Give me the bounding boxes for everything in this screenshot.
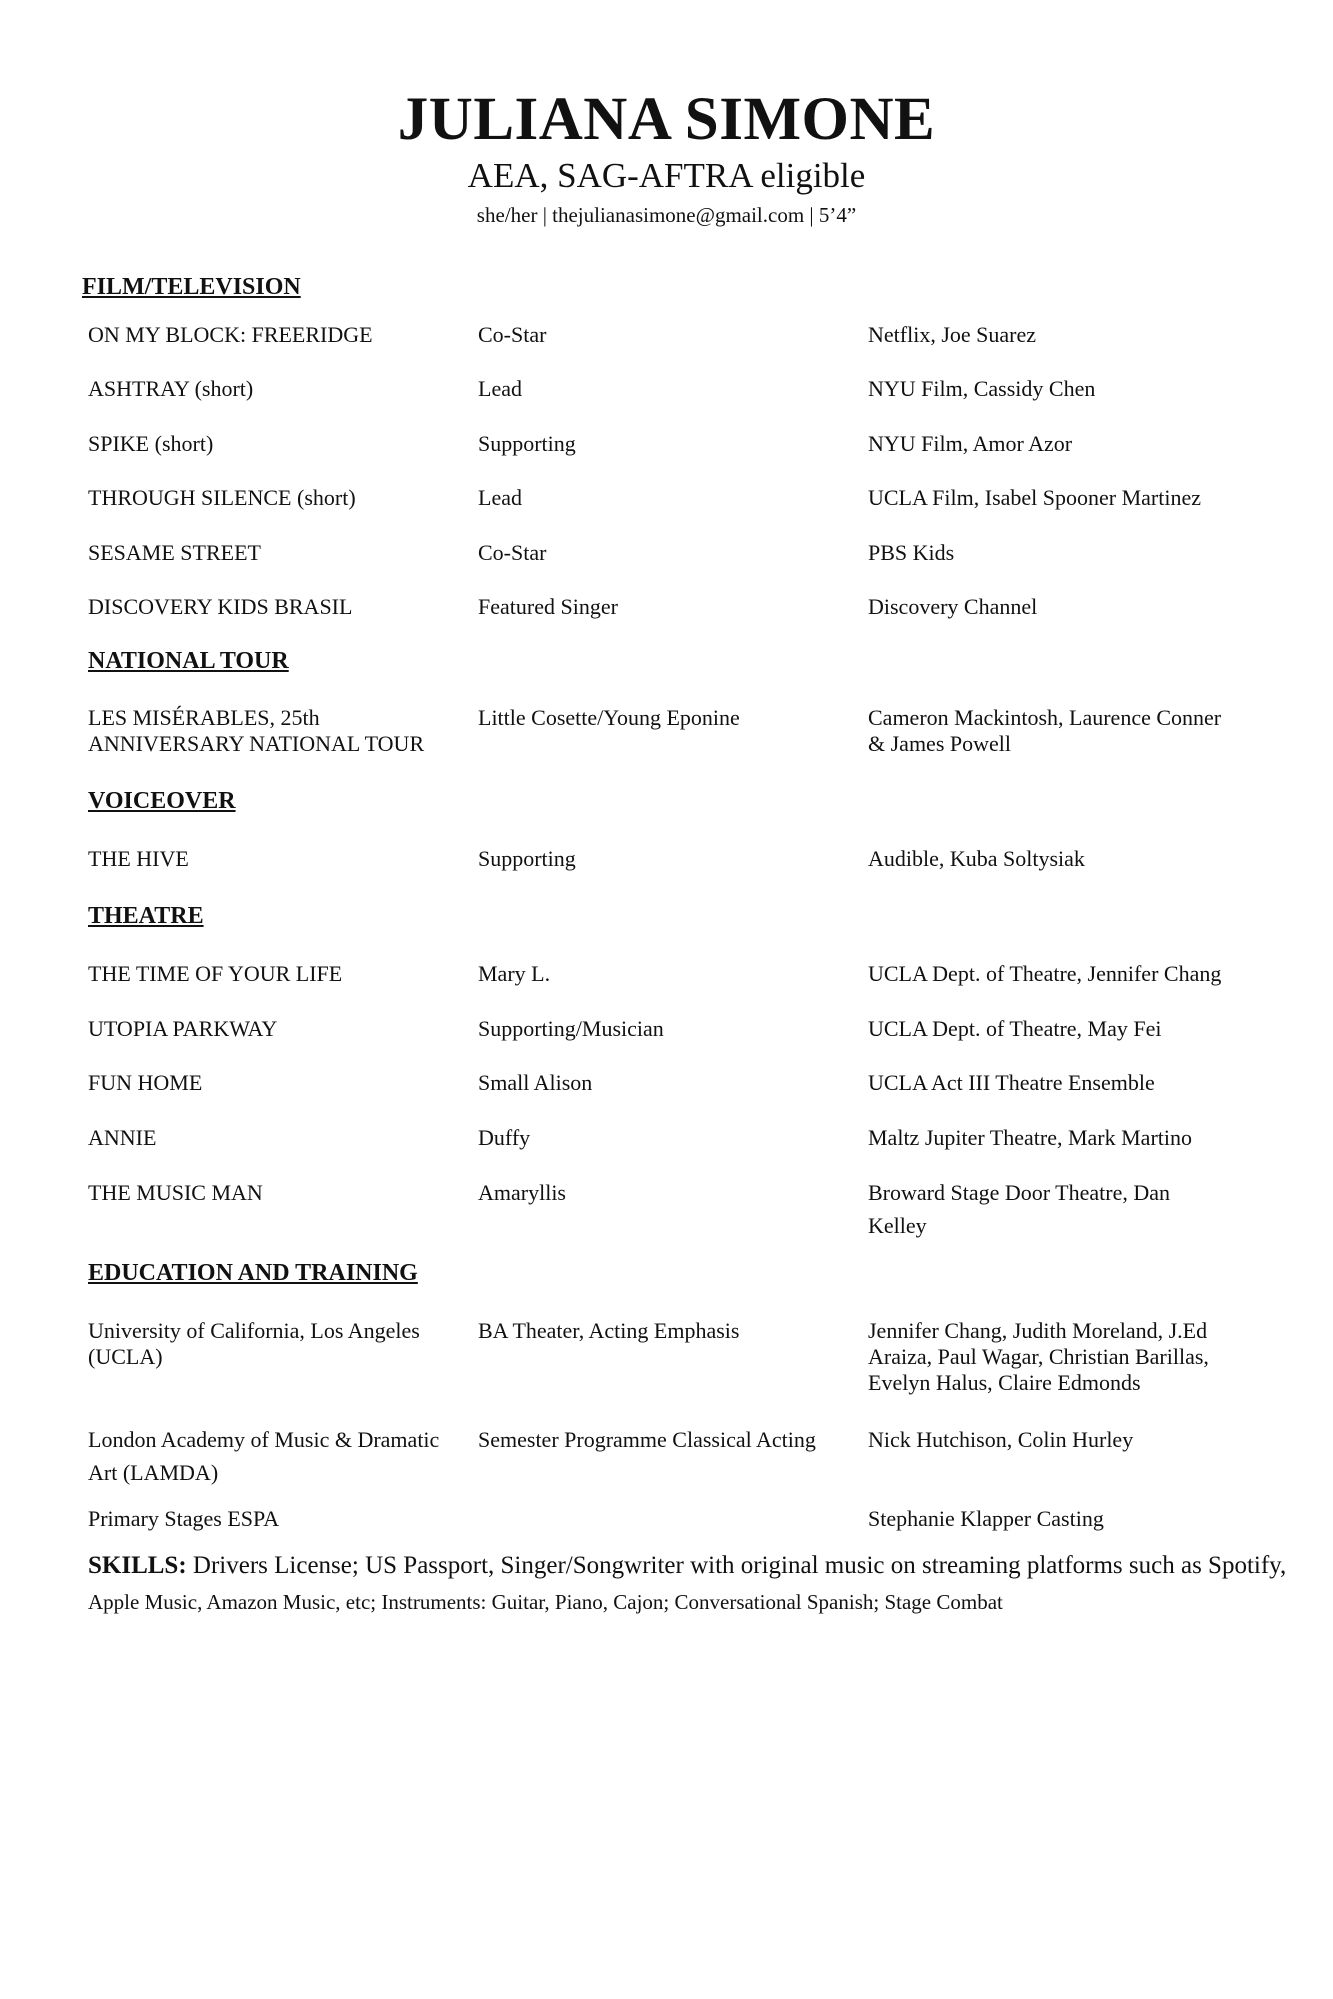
school: [88, 1423, 468, 1489]
resume-header: [0, 86, 1333, 230]
credit: UCLA Dept. of Theatre, Jennifer Chang: [868, 961, 1222, 986]
role: Lead: [478, 376, 522, 401]
project-title: [88, 705, 468, 757]
project-title-line: LES MISÉRABLES, 25th: [88, 705, 320, 730]
contact-line: she/her | thejulianasimone@gmail.com | 5’4”: [476, 203, 857, 227]
credit: NYU Film, Cassidy Chen: [868, 376, 1096, 401]
credit: PBS Kids: [868, 540, 955, 565]
section-title-theatre: THEATRE: [88, 903, 204, 929]
instructors-line: Araiza, Paul Wagar, Christian Barillas,: [868, 1344, 1209, 1369]
section-title-national-tour: NATIONAL TOUR: [88, 648, 289, 674]
role: Little Cosette/Young Eponine: [478, 705, 740, 730]
program: Semester Programme Classical Acting: [478, 1427, 816, 1452]
credit-line: Kelley: [868, 1213, 927, 1238]
section-title-film: FILM/TELEVISION: [82, 274, 301, 300]
instructors: [868, 1318, 1333, 1396]
role: Duffy: [478, 1125, 531, 1150]
credit-line: Cameron Mackintosh, Laurence Conner: [868, 705, 1222, 730]
skills-label: SKILLS:: [88, 1552, 187, 1579]
school: Primary Stages ESPA: [88, 1506, 280, 1531]
project-title: ANNIE: [88, 1125, 157, 1150]
role: Featured Singer: [478, 594, 618, 619]
actor-name: JULIANA SIMONE: [397, 86, 936, 153]
school-line: Art (LAMDA): [88, 1460, 219, 1485]
school-line: London Academy of Music & Dramatic: [88, 1427, 440, 1452]
role: Supporting/Musician: [478, 1016, 664, 1041]
instructors: Stephanie Klapper Casting: [868, 1506, 1104, 1531]
credit: UCLA Film, Isabel Spooner Martinez: [868, 485, 1202, 510]
project-title-line: ANNIVERSARY NATIONAL TOUR: [88, 731, 425, 756]
credit: UCLA Dept. of Theatre, May Fei: [868, 1016, 1162, 1041]
role: Co-Star: [478, 540, 547, 565]
project-title: THE HIVE: [88, 846, 189, 871]
section-title-voiceover: VOICEOVER: [88, 788, 236, 814]
credit-line: & James Powell: [868, 731, 1011, 756]
project-title: DISCOVERY KIDS BRASIL: [88, 594, 353, 619]
program: BA Theater, Acting Emphasis: [478, 1318, 740, 1343]
project-title: ASHTRAY (short): [88, 376, 254, 401]
credit: Netflix, Joe Suarez: [868, 322, 1036, 347]
section-title-education: EDUCATION AND TRAINING: [88, 1260, 418, 1286]
project-title: SPIKE (short): [88, 431, 214, 456]
project-title: THROUGH SILENCE (short): [88, 485, 356, 510]
role: Mary L.: [478, 961, 551, 986]
credit: Maltz Jupiter Theatre, Mark Martino: [868, 1125, 1192, 1150]
skills-paragraph: [88, 1548, 1308, 1620]
instructors-line: Evelyn Halus, Claire Edmonds: [868, 1370, 1141, 1395]
skills-text: Drivers License; US Passport, Singer/Songwriter with original music on streaming platforms such as Spotify,: [186, 1552, 1287, 1579]
credit: [868, 1176, 1333, 1242]
instructors: Nick Hutchison, Colin Hurley: [868, 1427, 1134, 1452]
role: Supporting: [478, 431, 576, 456]
credit: Discovery Channel: [868, 594, 1038, 619]
role: Lead: [478, 485, 522, 510]
role: Co-Star: [478, 322, 547, 347]
role: Amaryllis: [478, 1180, 566, 1205]
project-title: SESAME STREET: [88, 540, 261, 565]
instructors-line: Jennifer Chang, Judith Moreland, J.Ed: [868, 1318, 1208, 1343]
credit: UCLA Act III Theatre Ensemble: [868, 1070, 1155, 1095]
school-line: (UCLA): [88, 1344, 163, 1369]
project-title: THE TIME OF YOUR LIFE: [88, 961, 343, 986]
union-status: AEA, SAG-AFTRA eligible: [467, 156, 866, 195]
credit-line: Broward Stage Door Theatre, Dan: [868, 1180, 1170, 1205]
project-title: THE MUSIC MAN: [88, 1180, 263, 1205]
project-title: FUN HOME: [88, 1070, 203, 1095]
school: [88, 1318, 468, 1370]
skills-text-continued: Apple Music, Amazon Music, etc; Instruments: Guitar, Piano, Cajon; Conversational Spanish; Stage Combat: [88, 1590, 1003, 1614]
credit: Audible, Kuba Soltysiak: [868, 846, 1085, 871]
role: Small Alison: [478, 1070, 593, 1095]
credit: NYU Film, Amor Azor: [868, 431, 1073, 456]
project-title: ON MY BLOCK: FREERIDGE: [88, 322, 373, 347]
credit: [868, 705, 1333, 757]
project-title: UTOPIA PARKWAY: [88, 1016, 278, 1041]
role: Supporting: [478, 846, 576, 871]
school-line: University of California, Los Angeles: [88, 1318, 420, 1343]
